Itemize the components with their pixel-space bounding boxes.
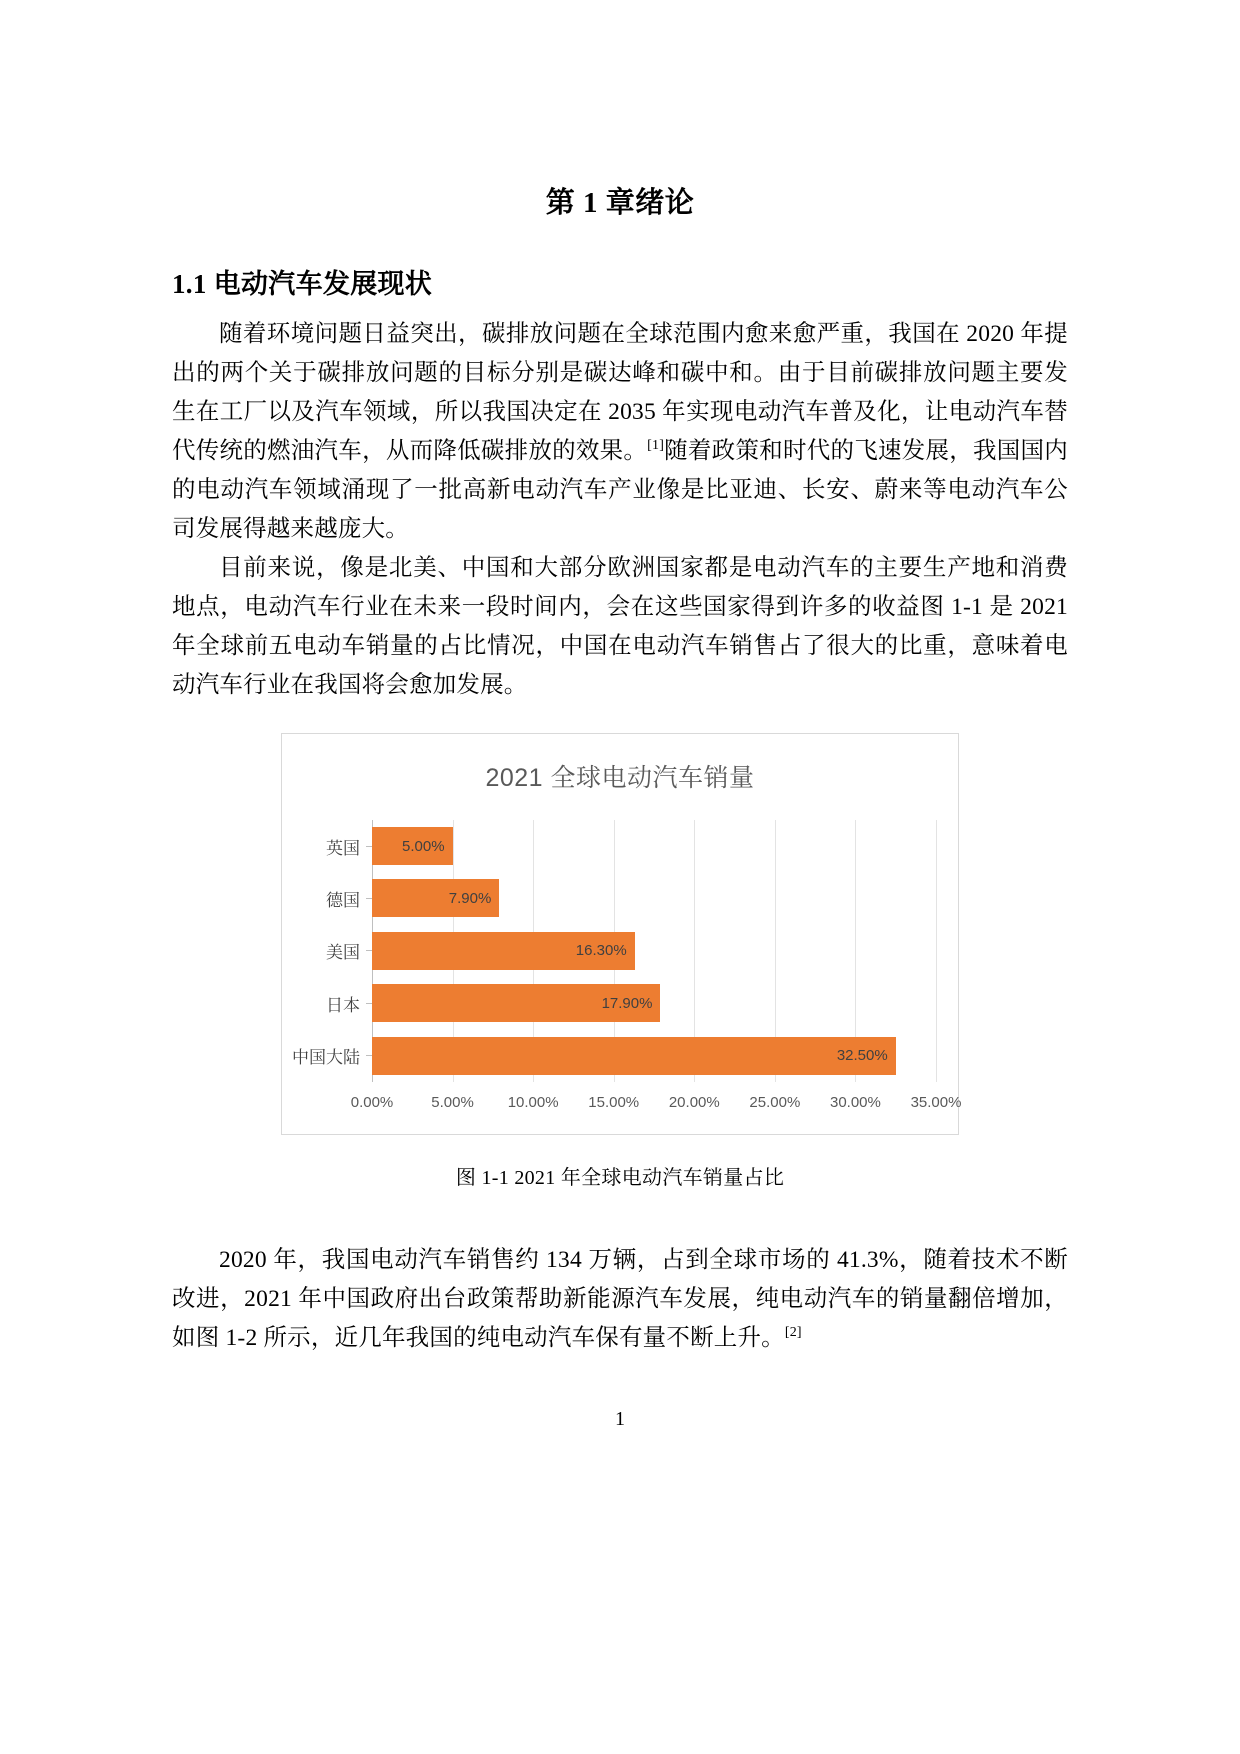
chart-x-tick-label: 20.00% — [668, 1093, 720, 1111]
chart-category-label: 英国 — [326, 838, 360, 858]
body-paragraph-1 — [172, 306, 1068, 549]
chart-bar[interactable] — [326, 879, 499, 917]
chart-x-tick-label: 35.00% — [910, 1093, 962, 1111]
chart-bar-value-label: 7.90% — [448, 889, 492, 907]
chart-category-label: 中国大陆 — [292, 1048, 360, 1068]
chapter-title: 第 1 章绪论 — [545, 187, 695, 219]
chart-x-axis-labels — [350, 1093, 962, 1114]
chart-title: 2021 全球电动汽车销量 — [485, 763, 755, 792]
chart-category-label: 日本 — [326, 995, 360, 1015]
chart-bar-row — [292, 1037, 936, 1075]
chart-bar-row — [326, 879, 936, 917]
chart-bar-row — [326, 984, 936, 1022]
chart-bar-row — [326, 827, 936, 865]
citation-marker-1: [1] — [647, 438, 665, 454]
bar-chart — [281, 733, 962, 1135]
chart-x-tick-label: 15.00% — [588, 1093, 640, 1111]
chart-x-tick-label: 25.00% — [749, 1093, 801, 1111]
chart-bar[interactable] — [292, 1037, 896, 1075]
chart-bar-value-label: 16.30% — [575, 942, 627, 960]
paragraph-1-text-part-1: 随着环境问题日益突出，碳排放问题在全球范围内愈来愈严重，我国在 2020 年提出的两个关于碳排放问题的目标分别是碳达峰和碳中和。由于目前碳排放问题主要发生在工厂以及汽车领域，所以我国决定在 2035 年实现电动汽车普及化，让电动汽车替代传统的燃油汽车，从而降低碳排放的效果。 — [172, 320, 1068, 464]
chart-category-label: 美国 — [326, 943, 360, 963]
chart-gridline — [936, 820, 937, 1082]
page-content — [172, 0, 1068, 1358]
chart-bar[interactable] — [326, 932, 635, 970]
chart-x-tick-label: 5.00% — [431, 1093, 474, 1111]
chart-x-tick-label: 10.00% — [507, 1093, 559, 1111]
chart-bar-value-label: 5.00% — [402, 837, 445, 855]
chart-bar[interactable] — [326, 984, 660, 1022]
paragraph-3-text: 2020 年，我国电动汽车销售约 134 万辆，占到全球市场的 41.3%，随着技术不断改进，2021 年中国政府出台政策帮助新能源汽车发展，纯电动汽车的销量翻倍增加，如图 1-2 所示，近几年我国的纯电动汽车保有量不断上升。 — [172, 1246, 1068, 1351]
chart-bar[interactable] — [326, 827, 453, 865]
chart-x-tick-label: 30.00% — [829, 1093, 881, 1111]
figure-1-1 — [172, 733, 1068, 1190]
chart-bar-value-label: 32.50% — [836, 1047, 888, 1065]
chart-bars — [292, 820, 936, 1082]
figure-caption: 图 1-1 2021 年全球电动汽车销量占比 — [455, 1166, 785, 1189]
body-paragraph-2: 目前来说，像是北美、中国和大部分欧洲国家都是电动汽车的主要生产地和消费地点，电动汽车行业在未来一段时间内，会在这些国家得到许多的收益图 1-1 是 2021 年全球前五电动车销量的占比情况，中国在电动汽车销售占了很大的比重，意味着电动汽车行业在我国将会愈加发展。 — [172, 554, 1068, 698]
page-number: 1 — [615, 1408, 625, 1430]
chart-bar-row — [326, 932, 936, 970]
chart-plot-area — [292, 820, 936, 1082]
section-heading: 1.1 电动汽车发展现状 — [172, 268, 433, 299]
chart-x-tick-label: 0.00% — [350, 1093, 394, 1111]
paragraph-1-text-part-2: 随着政策和时代的飞速发展，我国国内的电动汽车领域涌现了一批高新电动汽车产业像是比亚迪、长安、蔚来等电动汽车公司发展得越来越庞大。 — [172, 437, 1068, 542]
chart-bar-value-label: 17.90% — [601, 994, 653, 1012]
citation-marker-2: [2] — [784, 1325, 802, 1341]
body-paragraph-3 — [172, 1232, 1068, 1358]
chart-category-label: 德国 — [326, 890, 360, 910]
